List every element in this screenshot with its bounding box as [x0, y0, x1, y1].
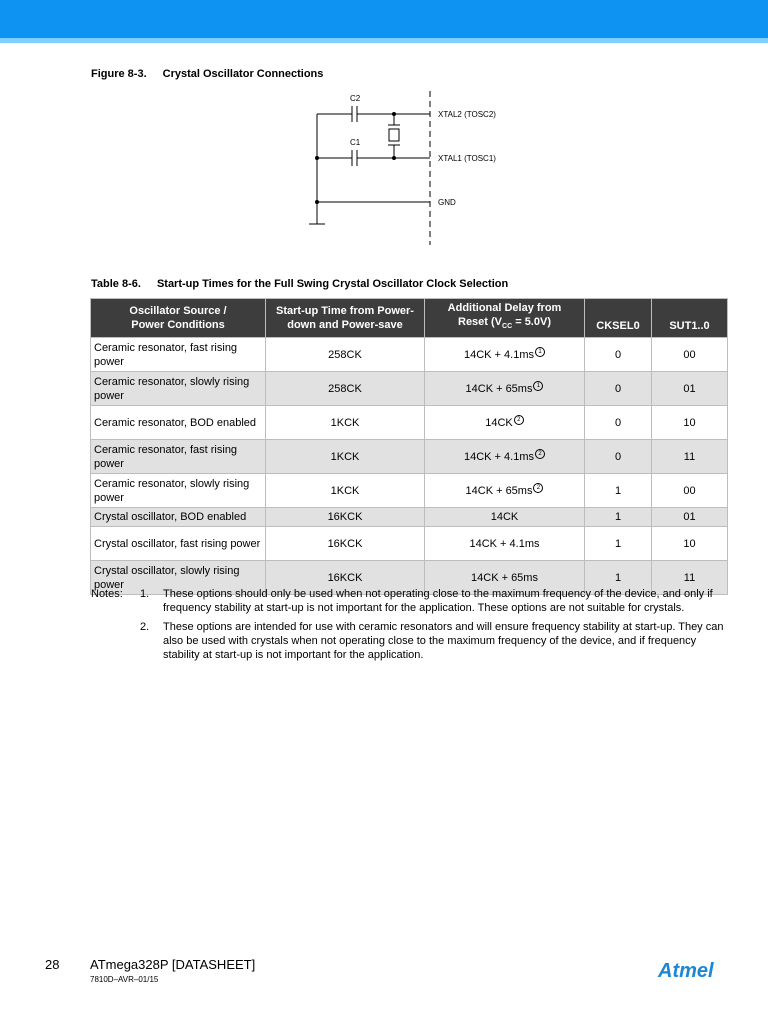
cell-startup: 1KCK	[266, 440, 425, 474]
header-startup-time: Start-up Time from Power- down and Power-save	[266, 299, 425, 338]
cell-delay: 14CK + 4.1ms $^2$	[425, 440, 585, 474]
cell-cksel0: 0	[585, 338, 652, 372]
junction-dot	[392, 112, 396, 116]
table-title: Start-up Times for the Full Swing Crystal Oscillator Clock Selection	[156, 278, 509, 290]
notes-label: Notes:	[91, 588, 123, 600]
table-header-row	[91, 299, 728, 338]
atmel-logo	[657, 958, 727, 982]
cell-startup: 258CK	[266, 372, 425, 406]
note-number: 1.	[140, 588, 150, 600]
table-row	[91, 508, 728, 527]
note-text: These options are intended for use with ceramic resonators and will ensure frequency stability at start-up. They can also be used with crystals when not operating close to the maximum frequency of the device, and if frequency stability at start-up is not important for the application.	[163, 621, 724, 661]
cell-delay: 14CK $^2$	[425, 406, 585, 440]
gnd-label: GND	[438, 198, 456, 207]
document-code: 7810D–AVR–01/15	[90, 975, 159, 984]
crystal-body	[389, 129, 399, 141]
cell-delay: 14CK + 65ms $^1$	[425, 372, 585, 406]
note-item	[91, 620, 731, 662]
page-number: 28	[45, 957, 60, 972]
note-ref: 2	[514, 415, 524, 425]
cell-sut: 01	[652, 508, 728, 527]
cell-source: Ceramic resonator, fast rising power	[91, 338, 266, 372]
cell-startup: 1KCK	[266, 406, 425, 440]
table-row	[91, 338, 728, 372]
cell-delay: 14CK	[425, 508, 585, 527]
cell-sut: 11	[652, 561, 728, 595]
c1-label: C1	[350, 138, 361, 147]
cell-startup: 1KCK	[266, 474, 425, 508]
cell-sut: 00	[652, 474, 728, 508]
header-cksel0: CKSEL0	[585, 299, 652, 338]
header-oscillator-source: Oscillator Source / Power Conditions	[91, 299, 266, 338]
cell-source: Ceramic resonator, fast rising power	[91, 440, 266, 474]
cell-startup: 258CK	[266, 338, 425, 372]
cell-sut: 10	[652, 406, 728, 440]
note-number: 2.	[140, 621, 150, 633]
note-ref: 1	[535, 347, 545, 357]
table-row	[91, 372, 728, 406]
cell-sut: 10	[652, 527, 728, 561]
figure-caption	[91, 68, 323, 80]
atmel-logo-text: Atmel	[658, 960, 714, 982]
cell-cksel0: 1	[585, 527, 652, 561]
note-text: These options should only be used when not operating close to the maximum frequency of the device, and only if frequency stability at start-up is not important for the application. These options are not suitable for crystals.	[163, 588, 713, 614]
cell-cksel0: 0	[585, 440, 652, 474]
cell-startup: 16KCK	[266, 508, 425, 527]
document-title: ATmega328P [DATASHEET]	[90, 957, 256, 972]
table-row	[91, 527, 728, 561]
cell-cksel0: 0	[585, 406, 652, 440]
header-bar	[0, 0, 768, 38]
cell-cksel0: 0	[585, 372, 652, 406]
cell-sut: 11	[652, 440, 728, 474]
cell-delay: 14CK + 4.1ms $^1$	[425, 338, 585, 372]
figure-label: Figure 8-3.	[91, 68, 147, 80]
cell-source: Crystal oscillator, slowly rising power	[91, 561, 266, 595]
cell-cksel0: 1	[585, 561, 652, 595]
cell-source: Ceramic resonator, slowly rising power	[91, 474, 266, 508]
cell-delay: 14CK + 65ms	[425, 561, 585, 595]
figure-title: Crystal Oscillator Connections	[162, 68, 324, 80]
cell-delay: 14CK + 65ms $^2$	[425, 474, 585, 508]
c2-label: C2	[350, 94, 361, 103]
header-sut: SUT1..0	[652, 299, 728, 338]
cell-startup: 16KCK	[266, 527, 425, 561]
xtal2-label: XTAL2 (TOSC2)	[438, 110, 496, 119]
cell-cksel0: 1	[585, 508, 652, 527]
crystal-oscillator-diagram	[300, 88, 520, 248]
cell-delay: 14CK + 4.1ms	[425, 527, 585, 561]
table-notes	[91, 587, 731, 667]
cell-source: Crystal oscillator, fast rising power	[91, 527, 266, 561]
header-stripe	[0, 38, 768, 43]
table-caption	[91, 278, 508, 290]
note-item	[91, 587, 731, 615]
cell-sut: 00	[652, 338, 728, 372]
table-row	[91, 474, 728, 508]
cell-sut: 01	[652, 372, 728, 406]
cell-startup: 16KCK	[266, 561, 425, 595]
note-ref: 1	[533, 381, 543, 391]
table-label: Table 8-6.	[91, 278, 141, 290]
table-row	[91, 406, 728, 440]
startup-times-table	[90, 298, 728, 595]
note-ref: 2	[535, 449, 545, 459]
junction-dot	[315, 200, 319, 204]
note-ref: 2	[533, 483, 543, 493]
cell-cksel0: 1	[585, 474, 652, 508]
table-row	[91, 440, 728, 474]
xtal1-label: XTAL1 (TOSC1)	[438, 154, 496, 163]
cell-source: Ceramic resonator, slowly rising power	[91, 372, 266, 406]
header-additional-delay: Additional Delay from Reset $(V_{CC} = 5.0V)$	[425, 299, 585, 338]
cell-source: Ceramic resonator, BOD enabled	[91, 406, 266, 440]
junction-dot	[315, 156, 319, 160]
cell-source: Crystal oscillator, BOD enabled	[91, 508, 266, 527]
junction-dot	[392, 156, 396, 160]
